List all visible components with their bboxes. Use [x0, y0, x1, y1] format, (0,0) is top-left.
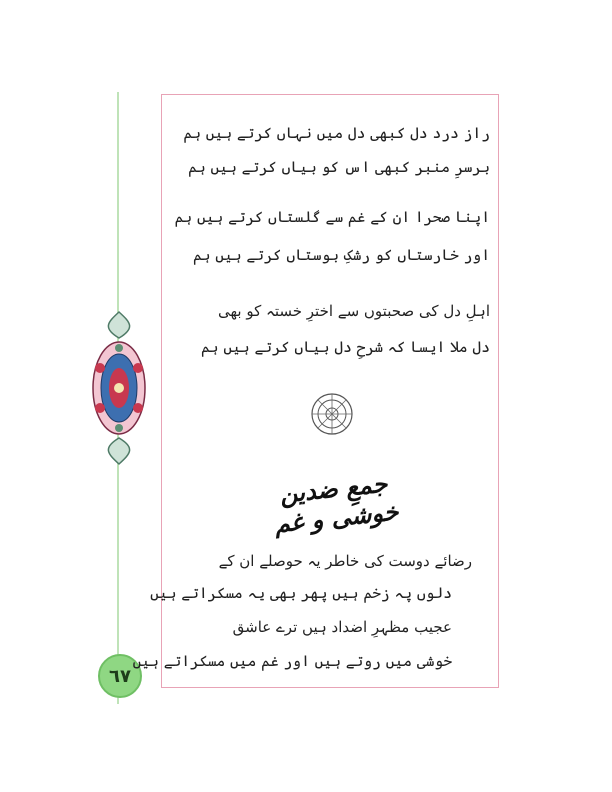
- verse-line: راز درد دل کبھی دل میں نہاں کرتے ہیں ہم: [183, 124, 490, 142]
- verse-line: دلوں پہ زخم ہیں پھر بھی یہ مسکراتے ہیں: [150, 584, 452, 602]
- verse-line: رضائے دوست کی خاطر یہ حوصلے ان کے: [218, 552, 472, 570]
- verse-line: برسرِ منبر کبھی اس کو بیاں کرتے ہیں ہم: [188, 158, 490, 176]
- verse-line: اور خارستاں کو رشکِ بوستاں کرتے ہیں ہم: [192, 246, 490, 264]
- rosette-divider-icon: [310, 392, 354, 436]
- verse-line: دل ملا ایسا کہ شرحِ دل بیاں کرتے ہیں ہم: [200, 338, 490, 356]
- verse-line: اہلِ دل کی صحبتوں سے اخترِ خستہ کو بھی: [218, 302, 490, 320]
- verse-line: اپنا صحرا ان کے غم سے گلستاں کرتے ہیں ہم: [174, 208, 490, 226]
- verse-line: عجیب مظہرِ اضداد ہیں ترے عاشق: [232, 618, 452, 636]
- section-title: جمعِ ضدین خوشی و غم: [273, 468, 400, 539]
- verse-line: خوشی میں روتے ہیں اور غم میں مسکراتے ہیں: [132, 652, 452, 670]
- floral-ornament-icon: [88, 308, 150, 468]
- page-number: ٦٧: [98, 654, 142, 698]
